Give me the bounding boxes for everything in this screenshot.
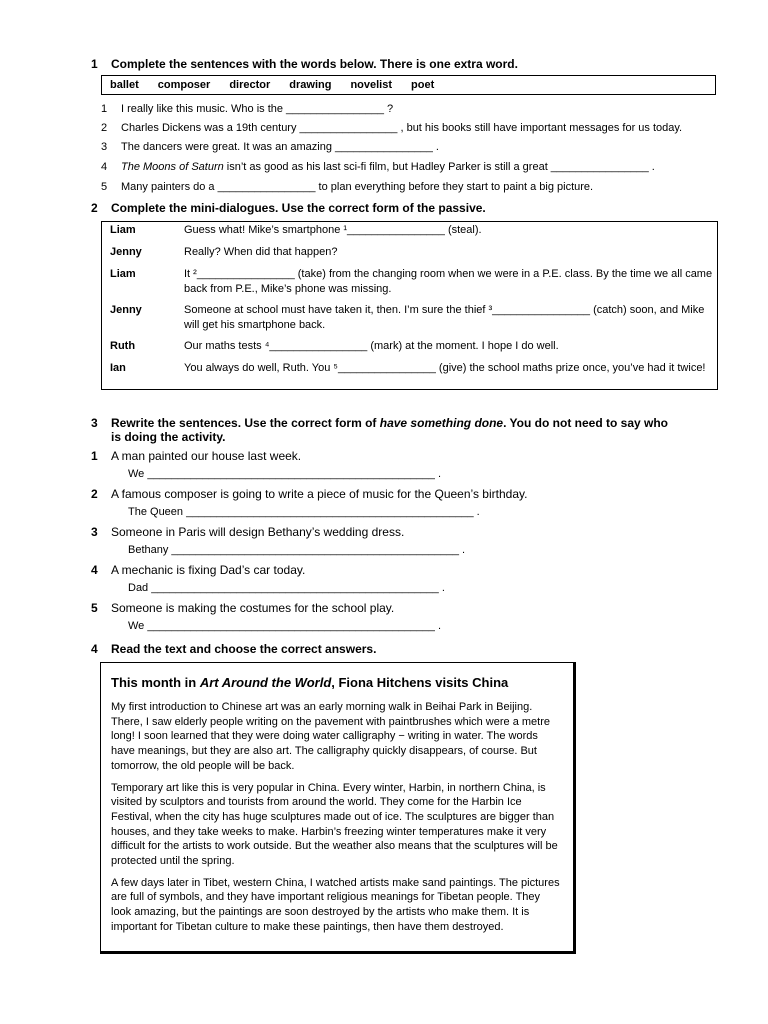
ex2-number: 2 — [91, 201, 98, 215]
ex3-answer-1: We _______________________________________________ . — [128, 468, 442, 480]
ex3-instruction-italic: have something done — [379, 416, 504, 430]
article-title — [111, 675, 561, 690]
ex3-answer-5: We _______________________________________________ . — [128, 620, 442, 632]
word-box — [101, 75, 716, 95]
ex4-heading — [91, 642, 376, 656]
speaker-liam: Liam — [110, 224, 136, 236]
dialogue-line-4: Someone at school must have taken it, then. I’m sure the thief ³________________ (catch) soon, and Mike will get his smartphone back. — [184, 304, 705, 331]
ex3-answer-2: The Queen _______________________________________________ . — [128, 506, 480, 518]
speaker-jenny: Jenny — [110, 304, 142, 316]
ex3-answer-4: Dad _______________________________________________ . — [128, 582, 445, 594]
sentence-number: 1 — [101, 103, 108, 115]
item-sentence: Someone in Paris will design Bethany’s wedding dress. — [111, 525, 405, 539]
item-sentence: A man painted our house last week. — [111, 449, 302, 463]
ex1-sentence-1 — [101, 103, 393, 115]
sentence-text: Charles Dickens was a 19th century ________________ , but his books still have important messages for us today. — [121, 122, 683, 134]
word-composer: composer — [157, 79, 211, 91]
article-title-a: This month in — [111, 675, 200, 690]
ex3-item-1 — [91, 449, 301, 463]
sentence-text: The dancers were great. It was an amazing ________________ . — [121, 141, 439, 153]
ex1-number: 1 — [91, 57, 98, 71]
ex1-sentence-3 — [101, 141, 439, 153]
ex4-instruction: Read the text and choose the correct answers. — [111, 642, 377, 656]
ex3-item-2 — [91, 487, 527, 501]
ex1-sentence-2 — [101, 122, 682, 134]
ex1-sentence-4 — [101, 161, 655, 173]
ex1-instruction: Complete the sentences with the words below. There is one extra word. — [111, 57, 518, 71]
item-number: 5 — [91, 601, 98, 615]
ex3-instruction-a: Rewrite the sentences. Use the correct form of — [111, 416, 380, 430]
sentence-text: isn’t as good as his last sci-fi film, but Hadley Parker is still a great ________________ . — [223, 161, 655, 173]
sentence-number: 2 — [101, 122, 108, 134]
sentence-text: I really like this music. Who is the ________________ ? — [121, 103, 394, 115]
item-number: 1 — [91, 449, 98, 463]
item-sentence: Someone is making the costumes for the school play. — [111, 601, 395, 615]
dialogue-line-6: You always do well, Ruth. You ⁵________________ (give) the school maths prize once, you’ve had it twice! — [184, 362, 706, 374]
dialogue-line-3: It ²________________ (take) from the changing room when we were in a P.E. class. By the time we all came back from P.E., Mike’s phone was missing. — [184, 268, 713, 295]
article-paragraph-2: Temporary art like this is very popular in China. Every winter, Harbin, in northern China, is visited by sculptors and tourists from around the world. They come for the Harbin Ice Festival, when the city has huge sculptures made out of ice. The sculptures are bigger than houses, and they take weeks to make. Harbin’s freezing winter temperatures make it very difficult for the artists to work outside. But the weather also means that the sculptures will be protected until the spring. — [111, 781, 558, 868]
item-sentence: A mechanic is fixing Dad’s car today. — [111, 563, 306, 577]
article-title-b: , Fiona Hitchens visits China — [331, 675, 509, 690]
ex3-item-4 — [91, 563, 305, 577]
article-paragraph-3: A few days later in Tibet, western China, I watched artists make sand paintings. The pictures are full of symbols, and they have important religious meanings for Tibetan people. They look amazing, but the paintings are soon destroyed by the artists who make them. It is important for Tibetan culture to make these paintings, then have them destroyed. — [111, 876, 560, 933]
sentence-number: 3 — [101, 141, 108, 153]
ex2-instruction: Complete the mini-dialogues. Use the correct form of the passive. — [111, 201, 486, 215]
word-novelist: novelist — [350, 79, 393, 91]
ex3-answer-3: Bethany _______________________________________________ . — [128, 544, 466, 556]
speaker-ian: Ian — [110, 362, 126, 374]
article-box — [100, 662, 576, 954]
speaker-liam: Liam — [110, 268, 136, 280]
ex2-heading — [91, 201, 486, 215]
item-number: 4 — [91, 563, 98, 577]
article-paragraph-1: My first introduction to Chinese art was an early morning walk in Beihai Park in Beijing. There, I saw elderly people writing on the pavement with paintbrushes which were a metre long! I soon learned that they were doing water calligraphy − writing in water. The words have meanings, but they are also art. The calligraphy quickly disappears, of course. But tomorrow, the old people will be back. — [111, 701, 551, 772]
item-number: 2 — [91, 487, 98, 501]
dialogue-box — [101, 221, 718, 390]
ex3-heading — [91, 416, 668, 430]
ex3-number: 3 — [91, 416, 98, 430]
ex3-instruction-line2: is doing the activity. — [111, 430, 226, 444]
sentence-text: Many painters do a ________________ to plan everything before they start to paint a big picture. — [121, 181, 594, 193]
sentence-number: 4 — [101, 161, 108, 173]
ex4-number: 4 — [91, 642, 98, 656]
dialogue-line-1: Guess what! Mike’s smartphone ¹________________ (steal). — [184, 224, 482, 236]
speaker-jenny: Jenny — [110, 246, 142, 258]
ex3-instruction-b: . You do not need to say who — [503, 416, 669, 430]
speaker-ruth: Ruth — [110, 340, 136, 352]
word-drawing: drawing — [289, 79, 332, 91]
word-poet: poet — [411, 79, 435, 91]
dialogue-line-5: Our maths tests ⁴________________ (mark) at the moment. I hope I do well. — [184, 340, 559, 352]
sentence-number: 5 — [101, 181, 108, 193]
dialogue-line-2: Really? When did that happen? — [184, 246, 338, 258]
ex1-sentence-5 — [101, 181, 593, 193]
film-title: The Moons of Saturn — [121, 161, 224, 173]
article-title-italic: Art Around the World — [199, 675, 332, 690]
ex1-heading — [91, 57, 518, 71]
word-director: director — [229, 79, 271, 91]
item-sentence: A famous composer is going to write a piece of music for the Queen’s birthday. — [111, 487, 528, 501]
ex3-item-3 — [91, 525, 404, 539]
word-ballet: ballet — [110, 79, 139, 91]
item-number: 3 — [91, 525, 98, 539]
ex3-item-5 — [91, 601, 394, 615]
